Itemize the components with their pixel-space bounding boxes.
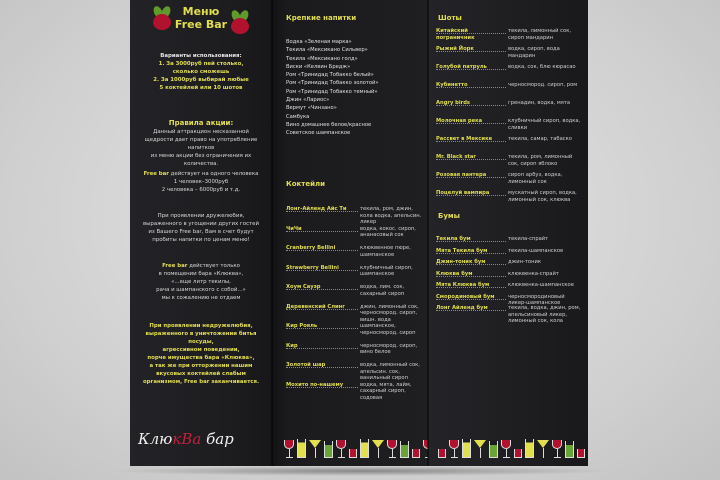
highball-glass-icon [525,439,534,458]
item-description: текила, ром, лимонный сок, сироп яблоко [508,154,573,167]
shot-glass-icon [438,449,446,458]
item-description: водка, кокос. сироп, ананасовый сок [360,225,416,238]
item-name: Мохито по-нашему [286,381,344,388]
glasses-decoration [438,432,588,458]
fold-line [271,0,273,466]
item-name: Angry birds [436,100,471,106]
wine-glass-icon [449,440,459,458]
menu-row [436,82,582,100]
menu-row [436,64,582,82]
item-description: черносмород. сироп, вино белое [360,342,418,355]
menu-row [286,323,422,343]
menu-panel-left [130,0,272,466]
item-name: Текила бум [436,236,471,242]
menu-row [436,136,582,154]
item-description: текила, водка, джин, ром, апельсиновый ликер, лимонный сок, кола [508,305,581,324]
list-item: Текила «Мексикано голд» [286,55,358,62]
list-item: Самбука [286,113,310,120]
mojito-glass-icon [489,441,498,458]
item-name: Клюква бум [436,270,473,277]
highball-glass-icon [297,439,306,458]
mojito-glass-icon [400,441,409,458]
list-item: Ром «Тринидад Тобакко темный» [286,88,378,95]
menu-row [436,154,582,172]
item-description: джин-тоник [508,259,541,265]
item-description: клубничный сироп, водка, сливки [508,118,581,131]
item-name: Китайский пограничник [436,28,475,41]
menu-row [436,282,582,294]
menu-row [436,172,582,190]
highball-glass-icon [360,439,369,458]
menu-row [436,236,582,248]
item-description: джин, лимонный сок, черносмород. сироп, вишн. вода [360,303,419,323]
item-description: текила, ром, джин, кола водка, апельсин. ликер [360,206,422,225]
list-item: Виски «Келвин Бредж» [286,63,351,70]
item-name: Голубой патруль [436,64,487,70]
shot-glass-icon [412,449,420,458]
shots-heading: Шоты [438,14,462,22]
fold-line [427,0,429,466]
item-name: Лонг Айленд бум [436,305,488,311]
menu-row [286,304,422,324]
item-name: Кир [286,342,298,349]
menu-row [286,245,422,265]
usage-options: Варианты использования: 1. За 3000руб пей столько, сколько сможешь 2. За 1000руб выбирай любые 5 коктейлей или 10 шотов [153,53,249,91]
item-name: Деревенский Слинг [286,303,345,310]
strong-drinks-list [286,38,379,138]
menu-panel-right [428,0,588,466]
menu-row [286,284,422,304]
bar-logo: КлюкВа бар [138,430,234,448]
menu-row [286,226,422,246]
item-description: текила, лимонный сок, сироп мандарин [508,28,571,41]
menu-panel-middle [272,0,428,466]
list-item: Советское шампанское [286,130,351,137]
item-name: Strawberry Bellini [286,264,339,271]
menu-shadow [112,466,612,476]
wine-glass-icon [501,440,511,458]
menu-row [436,28,582,46]
item-description: черносмородиновый ликер-шампанское [508,293,565,306]
cocktails-heading: Коктейли [286,180,326,188]
menu-row [286,265,422,285]
menu-row [436,190,582,208]
item-description: текила, самар, табаско [508,136,572,142]
highball-glass-icon [462,439,471,458]
shot-glass-icon [514,449,522,458]
item-description: гренадин, водка, мята [508,100,571,106]
item-name: Смородиновый бум [436,293,495,300]
list-item: Вермут «Чинзано» [286,105,337,112]
menu-row [436,305,582,324]
mojito-glass-icon [324,441,333,458]
per-person-rule: Free bar действует на одного человека 1 человек–3000руб 2 человека – 6000руб и т.д. [143,171,259,193]
item-name: ЧиЧи [286,225,302,232]
item-description: водка, сироп, вода мандарин [508,46,560,59]
shot-glass-icon [577,449,585,458]
item-name: Cranberry Bellini [286,245,336,251]
item-description: водка, лимонный сок, апельсин. сок, ванильный сироп [360,362,420,381]
martini-glass-icon [372,440,384,458]
item-description: клюквенка-спрайт [508,270,559,277]
item-description: черносмород. сироп, ром [508,82,578,88]
booms-heading: Бумы [438,212,460,220]
item-description: текила-спрайт [508,236,549,242]
menu-row [436,100,582,118]
item-name: Кубинетто [436,82,468,88]
item-description: клюквенка-шампанское [508,282,574,288]
strong-drinks-heading: Крепкие напитки [286,14,357,22]
item-name: Молочная река [436,118,483,124]
item-name: Хоум Сауэр [286,284,321,290]
item-name: Лонг-Айленд Айс Ти [286,206,347,212]
martini-glass-icon [309,440,321,458]
item-description: водка, сок, блю кюрасао [508,64,576,70]
martini-glass-icon [537,440,549,458]
menu-row [286,343,422,363]
item-name: Мята Текила бум [436,247,488,254]
unfriendly-rule: При проявлении недружелюбия, выраженного в уничтожении битья посуды, агрессивном поведении, порче имущества бара «Клюква», а так же при отторжении нашим вкусовых коктейлей слабым организмом, Free bar заканчивается. [142,323,260,385]
wine-glass-icon [387,440,397,458]
promo-rules: Правила акции: Данный аттракцион несказанной щедрости дает право на употребление напитков из меню акции без ограничения их количества. [144,119,258,167]
wine-glass-icon [284,440,294,458]
wine-glass-icon [336,440,346,458]
item-name: Золотой шар [286,362,326,368]
list-item: Джин «Лариос» [286,97,330,104]
menu-row [436,271,582,283]
menu-row [286,382,422,402]
martini-glass-icon [474,440,486,458]
item-description: клубничный сироп, шампанское [360,264,413,277]
list-item: Водка «Зеленая марка» [286,39,352,45]
menu-title: Меню Free Bar [174,5,228,31]
list-item: Ром «Тринидад Тобакко золотой» [286,80,379,87]
item-description: водка, мята, лайм, сахарный сироп, содовая [360,381,412,401]
item-description: сироп арбуз, водка, лимонный сок [508,172,563,185]
menu-row [436,294,582,306]
menu-row [436,259,582,271]
item-name: Рассвет в Мексике [436,136,493,142]
list-item: Текила «Мексикано Сильвер» [286,47,368,54]
friendly-rule: При проявлении дружелюбия, выраженного в угощении других гостей из Вашего Free bar, Вам в счет будут пробиты напитки по ценам меню! [142,213,259,243]
item-description: текила-шампанское [508,247,564,254]
menu-row [436,118,582,136]
menu-row [436,46,582,64]
menu-row [286,362,422,382]
item-name: Mr. Black star [436,154,476,160]
item-name: Кир Рояль [286,323,318,329]
item-name: Рыжий Йорк [436,46,474,52]
list-item: Вино домашнее белое/красное [286,121,372,128]
location-rule: Free bar действует только в помещении бара «Клюква», «...еще литр текилы, рача и шампанского с собой...» мы к сожалению не отдаем [156,263,246,301]
shot-glass-icon [349,449,357,458]
item-description: клюквенное пюре, шампанское [360,245,411,258]
item-description: шампанское, черносмород. сироп [360,323,416,336]
item-name: Розовая пантера [436,172,487,178]
mojito-glass-icon [565,441,574,458]
item-name: Джин-тоник бум [436,259,486,265]
item-description: водка, лим. сок, сахарный сироп [360,284,405,297]
menu-row [436,248,582,260]
item-name: Поцелуй вампира [436,190,490,196]
menu-row [286,206,422,226]
wine-glass-icon [552,440,562,458]
glasses-decoration [284,432,428,458]
list-item: Ром «Тринидад Тобакко белый» [286,72,374,79]
item-name: Мята Клюква бум [436,282,490,288]
item-description: мускатный сироп, водка, лимонный сок, клюква [508,190,577,203]
